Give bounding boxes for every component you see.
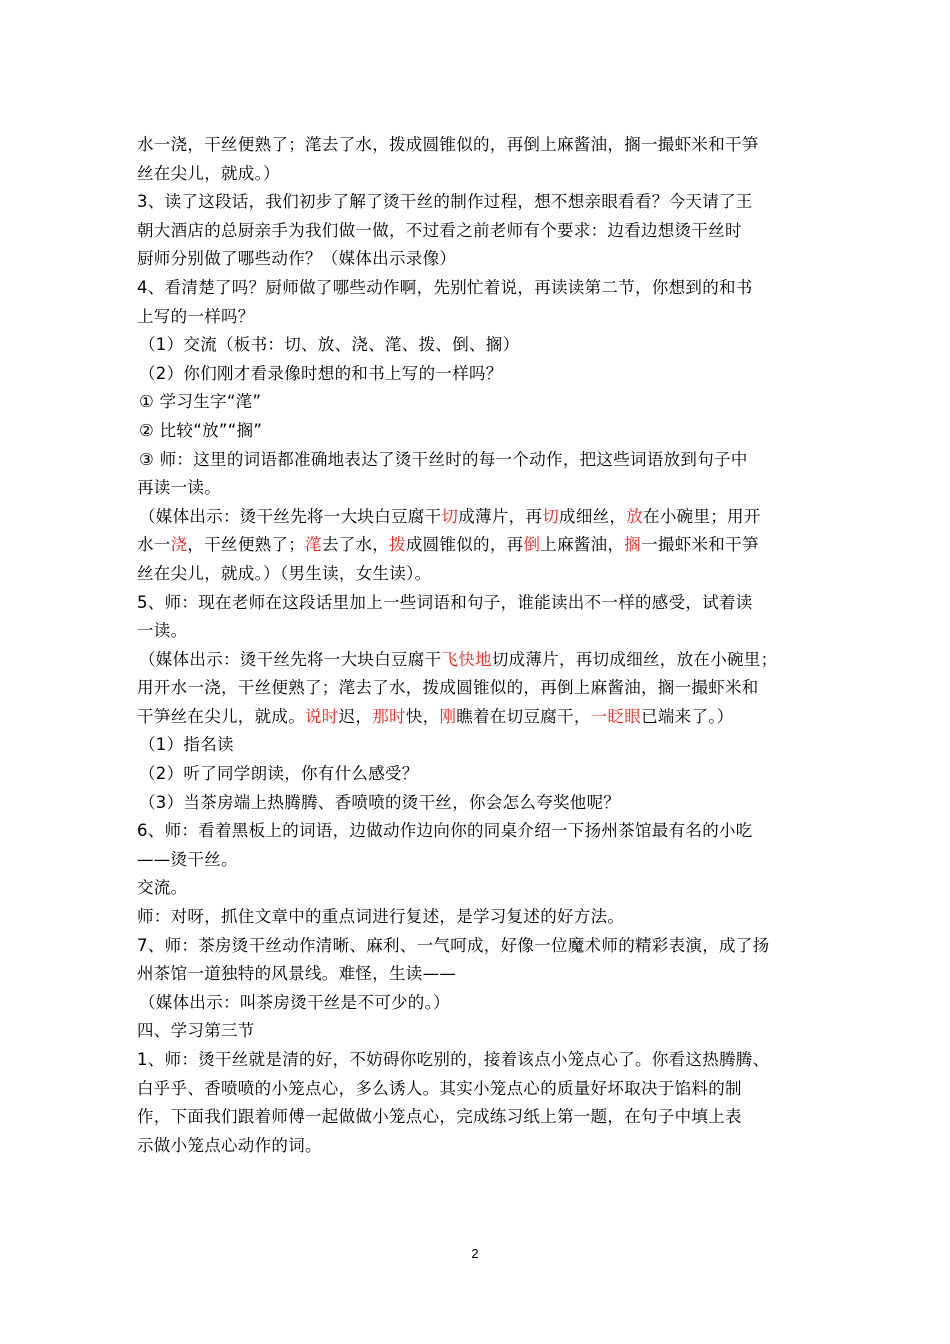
text-segment: 四、学习第三节	[137, 1021, 255, 1041]
text-line	[137, 589, 817, 618]
text-line	[137, 446, 817, 475]
text-line	[137, 903, 817, 932]
highlighted-word: 滗	[305, 535, 322, 555]
highlighted-word: 倒	[523, 535, 541, 555]
highlighted-word: 浇	[170, 535, 188, 555]
text-segment: 在小碗里；用开	[643, 506, 761, 526]
text-line	[137, 874, 817, 903]
text-line	[137, 560, 817, 589]
text-line	[137, 989, 817, 1018]
text-segment: 一读。	[137, 621, 188, 641]
text-segment: 去了水，	[321, 535, 390, 555]
text-line	[137, 274, 817, 303]
highlighted-word: 飞快地	[441, 649, 492, 669]
highlighted-word: 切	[542, 506, 560, 526]
text-line	[137, 1103, 817, 1132]
text-line	[137, 331, 817, 360]
text-line	[137, 817, 817, 846]
text-line	[137, 531, 817, 560]
highlighted-word: 搁	[624, 535, 642, 555]
text-line	[137, 760, 817, 789]
text-segment: 切成薄片，再切成细丝，放在小碗里；	[491, 649, 778, 669]
text-segment: 成细丝，	[559, 506, 627, 526]
text-segment: 已端来了。）	[641, 706, 734, 726]
text-segment: ③ 师：这里的词语都准确地表达了烫干丝时的每一个动作，把这些词语放到句子中	[139, 449, 748, 469]
text-segment: （媒体出示：叫茶房烫干丝是不可少的。）	[139, 992, 450, 1012]
text-segment: （2）你们刚才看录像时想的和书上写的一样吗？	[139, 363, 503, 383]
text-segment: ，干丝便熟了；	[187, 535, 306, 555]
text-segment: 瞧着在切豆腐干，	[456, 706, 591, 726]
highlighted-word: 说时	[305, 706, 339, 726]
text-line	[137, 1132, 817, 1161]
text-segment: 丝在尖儿，就成。）（男生读，女生读）。	[137, 563, 432, 583]
text-line	[137, 188, 817, 217]
text-segment: 朝大酒店的总厨亲手为我们做一做，不过看之前老师有个要求：边看边想烫干丝时	[137, 220, 742, 240]
document-body	[137, 131, 817, 1160]
text-line	[137, 131, 817, 160]
text-segment: 师：对呀，抓住文章中的重点词进行复述，是学习复述的好方法。	[137, 907, 625, 927]
text-segment: 再读一读。	[137, 478, 221, 498]
text-segment: 上麻酱油，	[540, 535, 625, 555]
text-segment: 迟，	[338, 706, 373, 726]
text-line	[137, 1075, 817, 1104]
text-segment: ① 学习生字“滗”	[139, 392, 262, 412]
text-segment: 成薄片，再	[458, 506, 543, 526]
text-segment: 作，下面我们跟着师傅一起做做小笼点心，完成练习纸上第一题，在句子中填上表	[137, 1107, 742, 1127]
text-segment: ——烫干丝。	[137, 849, 238, 869]
text-segment: 水一浇，干丝便熟了；滗去了水，拨成圆锥似的，再倒上麻酱油，搁一撮虾米和干笋	[137, 135, 759, 154]
text-segment: 5、师：现在老师在这段话里加上一些词语和句子，谁能读出不一样的感受，试着读	[137, 592, 753, 612]
text-segment: （3）当茶房端上热腾腾、香喷喷的烫干丝，你会怎么夸奖他呢？	[139, 792, 621, 812]
text-segment: 3、读了这段话，我们初步了解了烫干丝的制作过程，想不想亲眼看看？今天请了王	[137, 192, 753, 212]
highlighted-word: 拨	[389, 535, 406, 555]
text-segment: （1）交流（板书：切、放、浇、滗、拨、倒、搁）	[139, 335, 520, 355]
text-line	[137, 617, 817, 646]
text-line	[137, 960, 817, 989]
text-line	[137, 217, 817, 246]
text-segment: 上写的一样吗？	[137, 306, 255, 326]
text-segment: 用开水一浇，干丝便熟了；滗去了水，拨成圆锥似的，再倒上麻酱油，搁一撮虾米和	[137, 678, 759, 698]
highlighted-word: 切	[441, 506, 459, 526]
text-segment: 州茶馆一道独特的风景线。难怪，生读——	[137, 964, 457, 984]
text-segment: ② 比较“放”“搁”	[139, 420, 263, 440]
text-segment: 交流。	[137, 878, 188, 898]
text-line	[137, 1046, 817, 1075]
text-line	[137, 474, 817, 503]
page-number: 2	[471, 1246, 479, 1261]
text-line	[137, 245, 817, 274]
text-segment: 4、看清楚了吗？厨师做了哪些动作啊，先别忙着说，再读读第二节，你想到的和书	[137, 277, 753, 297]
text-line	[137, 360, 817, 389]
text-segment: 示做小笼点心动作的词。	[137, 1135, 322, 1155]
text-line	[137, 789, 817, 818]
text-line	[137, 388, 817, 417]
text-segment: 一撮虾米和干笋	[641, 535, 759, 555]
highlighted-word: 放	[626, 506, 644, 526]
text-segment: 快，	[405, 706, 440, 726]
text-line	[137, 503, 817, 532]
text-segment: （媒体出示：烫干丝先将一大块白豆腐干	[139, 649, 442, 669]
highlighted-word: 一眨眼	[590, 706, 642, 726]
text-line	[137, 731, 817, 760]
text-segment: （2）听了同学朗读，你有什么感受？	[139, 764, 419, 784]
text-line	[137, 1017, 817, 1046]
text-line	[137, 417, 817, 446]
text-segment: 水一	[137, 535, 171, 555]
highlighted-word: 刚	[439, 706, 457, 726]
text-segment: 6、师：看着黑板上的词语，边做动作边向你的同桌介绍一下扬州茶馆最有名的小吃	[137, 821, 753, 841]
text-segment: （媒体出示：烫干丝先将一大块白豆腐干	[139, 506, 442, 526]
text-line	[137, 674, 817, 703]
highlighted-word: 那时	[372, 706, 406, 726]
text-segment: 成圆锥似的，再	[405, 535, 524, 555]
text-segment: 干笋丝在尖儿，就成。	[137, 706, 305, 726]
text-segment: 白乎乎、香喷喷的小笼点心，多么诱人。其实小笼点心的质量好坏取决于馅料的制	[137, 1078, 742, 1098]
text-line	[137, 703, 817, 732]
text-line	[137, 846, 817, 875]
text-line	[137, 160, 817, 189]
text-segment: （1）指名读	[139, 735, 234, 755]
text-segment: 厨师分别做了哪些动作？（媒体出示录像）	[137, 249, 457, 269]
text-segment: 1、师：烫干丝就是清的好，不妨碍你吃别的，接着该点小笼点心了。你看这热腾腾、	[137, 1050, 770, 1069]
text-line	[137, 932, 817, 961]
text-line	[137, 646, 817, 675]
text-segment: 7、师：茶房烫干丝动作清晰、麻利、一气呵成，好像一位魔术师的精彩表演，成了扬	[137, 935, 770, 955]
text-segment: 丝在尖儿，就成。）	[137, 163, 280, 183]
text-line	[137, 303, 817, 332]
